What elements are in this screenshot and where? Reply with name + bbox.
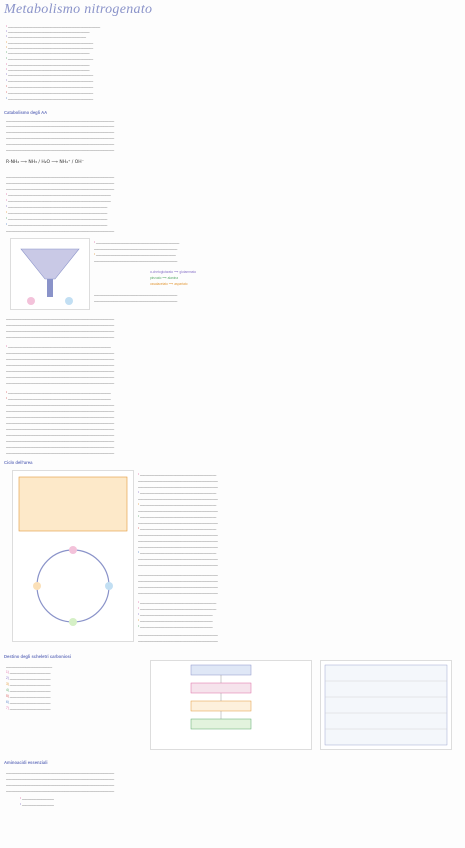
urea-cycle-diagram xyxy=(13,471,133,641)
ammonia-equation: R-NH₂ ⟶ NH₃ / H₂O ⟶ NH₄⁺ / OH⁻ xyxy=(6,160,85,165)
notes-page: Metabolismo nitrogenato • ____________________________________________________ • ______________________________________________ • ____________________________________________ • ________________________________________________ • ________________________________________________ • ______________________________________________ • ________________________________________________ • ______________________________________________ • ______________________________________________ • ________________________________________________ • ________________________________________________ • ________________________________________________ • ________________________________________________ • ________________________________________________ Catabolismo degli AA _____________________________________________________________ _____________________________________________________________ _____________________________________________________________ _____________________________________________________________ _____________________________________________________________ _____________________________________________________________ R-NH₂ ⟶ NH₃ / H₂O ⟶ NH₄⁺ / OH⁻ _____________________________________________________________ _____________________________________________________________ _____________________________________________________________ • __________________________________________________________ • __________________________________________________________ • ________________________________________________________ • ________________________________________________________ • ________________________________________________________ • ________________________________________________________ _____________________________________________________________ • _______________________________________________ _______________________________________________ • _____________________________________________ _______________________________________________ α-chetoglutarato ⟶ glutammato piruvato ⟶ alanina ossalacetato ⟶ aspartato _______________________________________________ _______________________________________________ _____________________________________________________________ _____________________________________________________________ _____________________________________________________________ _____________________________________________________________ • __________________________________________________________ _____________________________________________________________ _____________________________________________________________ _____________________________________________________________ _____________________________________________________________ _____________________________________________________________ _____________________________________________________________ • __________________________________________________________ • __________________________________________________________ _____________________________________________________________ _____________________________________________________________ _____________________________________________________________ _____________________________________________________________ _____________________________________________________________ _____________________________________________________________ _____________________________________________________________ _____________________________________________________________ _____________________________________________________________ Ciclo dell'urea • ___________________________________________ _____________________________________________ _____________________________________________ • ___________________________________________ _____________________________________________ • ___________________________________________ _____________________________________________ • ___________________________________________ _____________________________________________ • ___________________________________________ _____________________________________________ _____________________________________________ _____________________________________________ • ___________________________________________ _____________________________________________ _____________________________________________ _____________________________________________ _____________________________________________ _____________________________________________ _____________________________________________ • ___________________________________________ • ___________________________________________ • _________________________________________ • _________________________________________ • _________________________________________ _____________________________________________ _____________________________________________ Destino degli scheletri carboniosi __________________________ 1) _______________________ 2) _______________________ 3) _______________________ 4) _______________________ 5) _______________________ 6) _______________________ 7) _______________________ Aminoacidi essenziali _____________________________________________________________ _____________________________________________________________ _____________________________________________________________ _____________________________________________________________ • __________________ • __________________ xyxy=(0,0,465,848)
skeleton-table xyxy=(320,660,452,750)
transamination-figure xyxy=(10,238,90,310)
section-heading: Catabolismo degli AA xyxy=(4,110,48,115)
urea-cycle-figure xyxy=(12,470,134,642)
skeleton-diagram xyxy=(151,661,311,749)
section-heading-essential: Aminoacidi essenziali xyxy=(4,760,48,765)
section-heading-skeletons: Destino degli scheletri carboniosi xyxy=(4,654,72,659)
skeleton-table-graphic xyxy=(321,661,451,749)
transamination-diagram xyxy=(11,239,89,309)
skeleton-figure xyxy=(150,660,312,750)
page-title: Metabolismo nitrogenato xyxy=(4,2,153,17)
section-heading-urea: Ciclo dell'urea xyxy=(4,460,33,465)
